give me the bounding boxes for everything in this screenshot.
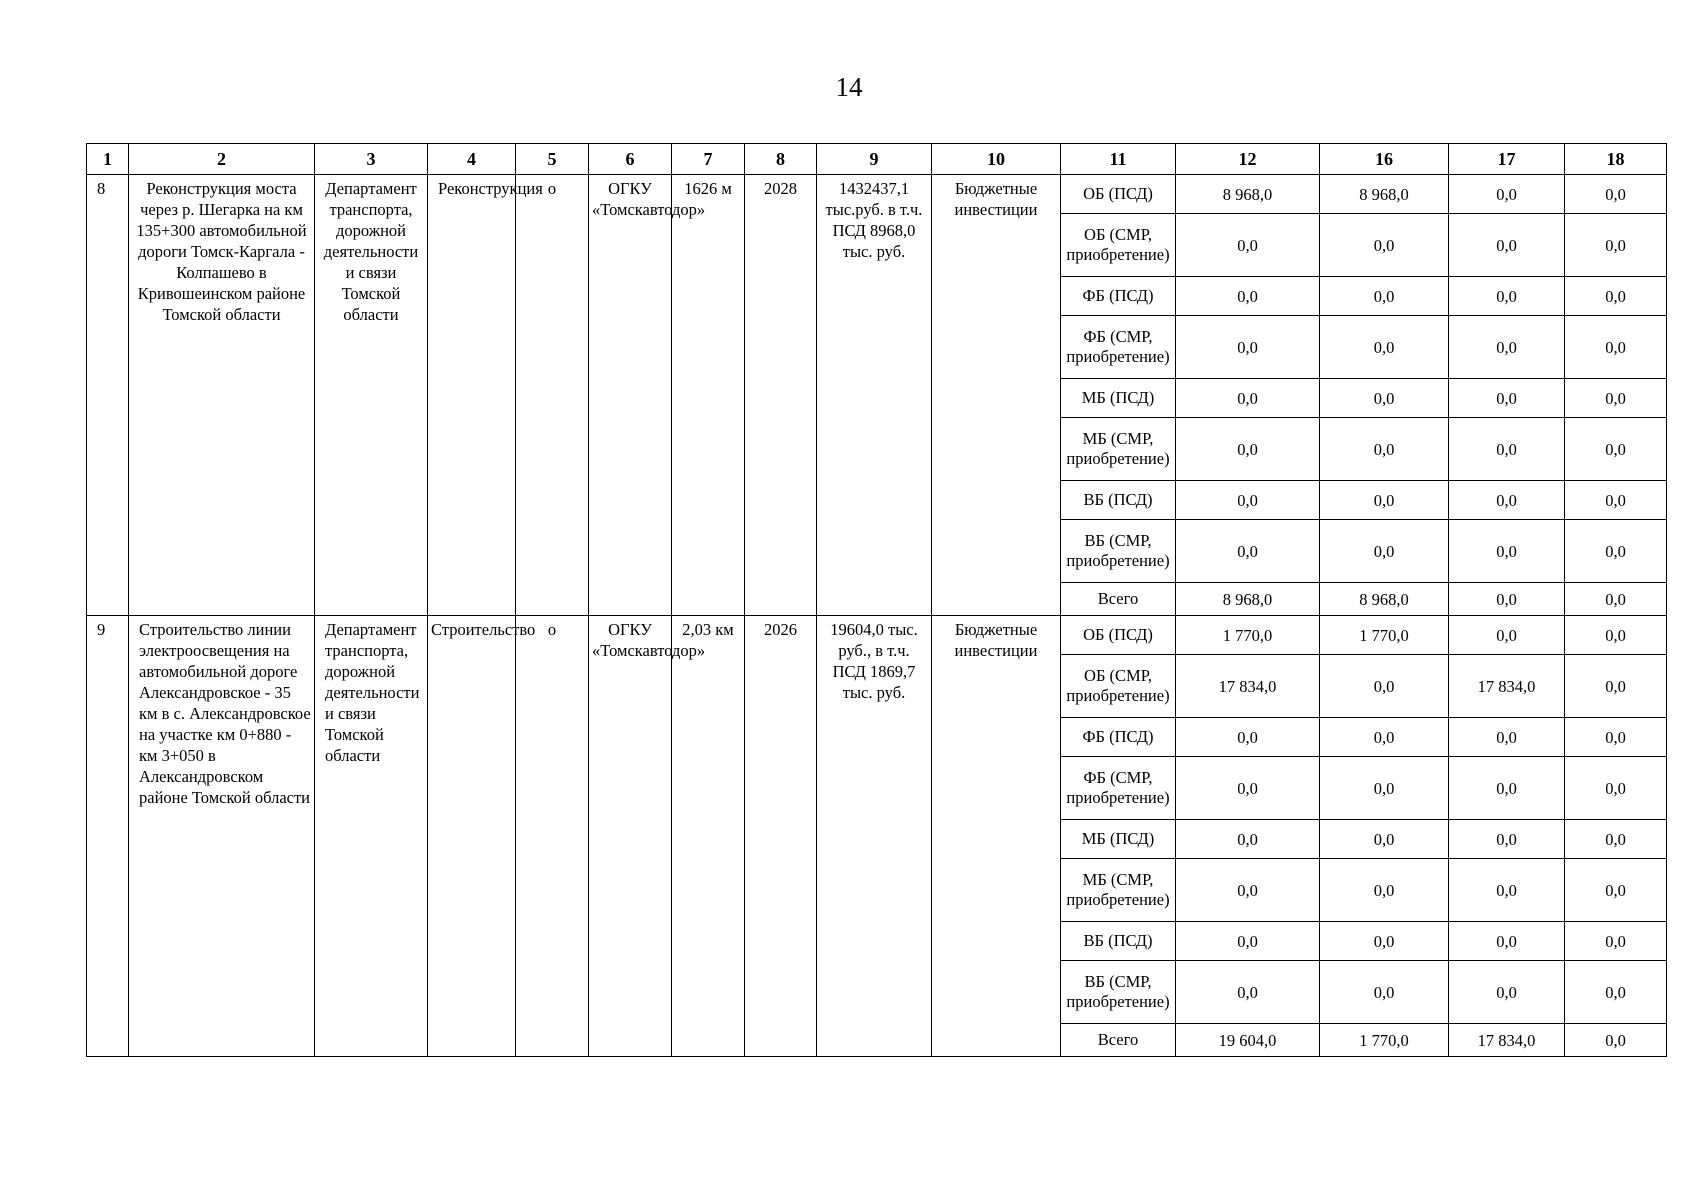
value-col18: 0,0 [1565,175,1667,214]
col-header-4: 4 [428,144,516,175]
value-col18: 0,0 [1565,718,1667,757]
column-number-row [87,144,1667,175]
value-col12: 0,0 [1176,520,1320,583]
value-col12: 0,0 [1176,820,1320,859]
value-col12: 17 834,0 [1176,655,1320,718]
value-col12: 0,0 [1176,277,1320,316]
value-col16: 8 968,0 [1320,583,1449,616]
value-col16: 0,0 [1320,922,1449,961]
value-col18: 0,0 [1565,655,1667,718]
col-header-5: 5 [516,144,589,175]
value-col12: 0,0 [1176,961,1320,1024]
value-col12: 8 968,0 [1176,583,1320,616]
col-header-3: 3 [315,144,428,175]
value-col18: 0,0 [1565,418,1667,481]
project-work-type: Реконструкция [428,175,516,616]
funding-source: ВБ (СМР, приобретение) [1061,520,1176,583]
value-col16: 0,0 [1320,859,1449,922]
value-col16: 0,0 [1320,277,1449,316]
investment-table [86,143,1667,1057]
project-year: 2028 [745,175,817,616]
project-capacity: 1626 м [672,175,745,616]
funding-source: МБ (ПСД) [1061,379,1176,418]
value-col12: 0,0 [1176,316,1320,379]
value-col12: 0,0 [1176,481,1320,520]
value-col12: 0,0 [1176,379,1320,418]
funding-source: МБ (СМР, приобретение) [1061,859,1176,922]
project-year: 2026 [745,616,817,1057]
project-cost: 1432437,1 тыс.руб. в т.ч. ПСД 8968,0 тыс. руб. [817,175,932,616]
funding-source: ВБ (ПСД) [1061,481,1176,520]
value-col16: 0,0 [1320,718,1449,757]
value-col16: 0,0 [1320,379,1449,418]
col-header-2: 2 [129,144,315,175]
value-col18: 0,0 [1565,277,1667,316]
value-col18: 0,0 [1565,922,1667,961]
project-col5: о [516,616,589,1057]
value-col16: 0,0 [1320,418,1449,481]
value-col16: 0,0 [1320,316,1449,379]
funding-source: ОБ (СМР, приобретение) [1061,214,1176,277]
funding-source: ФБ (СМР, приобретение) [1061,316,1176,379]
col-header-12: 12 [1176,144,1320,175]
value-col18: 0,0 [1565,379,1667,418]
funding-source: ФБ (ПСД) [1061,277,1176,316]
value-col17: 0,0 [1449,418,1565,481]
project-customer: ОГКУ «Томскавтодор» [589,616,672,1057]
project-customer: ОГКУ «Томскавтодор» [589,175,672,616]
col-header-10: 10 [932,144,1061,175]
value-col16: 0,0 [1320,214,1449,277]
project-number: 9 [87,616,129,1057]
value-col16: 8 968,0 [1320,175,1449,214]
project-cost: 19604,0 тыс. руб., в т.ч. ПСД 1869,7 тыс. руб. [817,616,932,1057]
col-header-8: 8 [745,144,817,175]
value-col17: 0,0 [1449,214,1565,277]
table-body [87,175,1667,1057]
project-number: 8 [87,175,129,616]
value-col16: 1 770,0 [1320,616,1449,655]
table-row [87,175,1667,214]
col-header-11: 11 [1061,144,1176,175]
funding-source: МБ (СМР, приобретение) [1061,418,1176,481]
value-col18: 0,0 [1565,520,1667,583]
project-work-type: Строительство [428,616,516,1057]
value-col18: 0,0 [1565,316,1667,379]
project-form: Бюджетные инвестиции [932,616,1061,1057]
col-header-1: 1 [87,144,129,175]
value-col17: 17 834,0 [1449,1024,1565,1057]
value-col17: 0,0 [1449,481,1565,520]
value-col18: 0,0 [1565,214,1667,277]
value-col17: 0,0 [1449,379,1565,418]
value-col12: 19 604,0 [1176,1024,1320,1057]
col-header-18: 18 [1565,144,1667,175]
col-header-6: 6 [589,144,672,175]
project-department: Департамент транспорта, дорожной деятельности и связи Томской области [315,616,428,1057]
value-col16: 0,0 [1320,481,1449,520]
value-col16: 0,0 [1320,820,1449,859]
project-col5: о [516,175,589,616]
value-col12: 0,0 [1176,859,1320,922]
value-col17: 0,0 [1449,922,1565,961]
value-col18: 0,0 [1565,1024,1667,1057]
funding-source: ОБ (ПСД) [1061,616,1176,655]
col-header-17: 17 [1449,144,1565,175]
funding-source: Всего [1061,1024,1176,1057]
value-col17: 0,0 [1449,820,1565,859]
value-col17: 17 834,0 [1449,655,1565,718]
value-col17: 0,0 [1449,718,1565,757]
value-col18: 0,0 [1565,961,1667,1024]
value-col18: 0,0 [1565,820,1667,859]
value-col12: 0,0 [1176,214,1320,277]
funding-source: ОБ (СМР, приобретение) [1061,655,1176,718]
project-form: Бюджетные инвестиции [932,175,1061,616]
value-col17: 0,0 [1449,583,1565,616]
col-header-16: 16 [1320,144,1449,175]
col-header-7: 7 [672,144,745,175]
value-col16: 1 770,0 [1320,1024,1449,1057]
funding-source: ОБ (ПСД) [1061,175,1176,214]
value-col17: 0,0 [1449,961,1565,1024]
value-col16: 0,0 [1320,655,1449,718]
value-col17: 0,0 [1449,859,1565,922]
funding-source: ФБ (СМР, приобретение) [1061,757,1176,820]
value-col16: 0,0 [1320,961,1449,1024]
value-col18: 0,0 [1565,757,1667,820]
value-col18: 0,0 [1565,616,1667,655]
value-col18: 0,0 [1565,481,1667,520]
project-department: Департамент транспорта, дорожной деятельности и связи Томской области [315,175,428,616]
value-col18: 0,0 [1565,583,1667,616]
project-name: Строительство линии электроосвещения на автомобильной дороге Александровское - 35 км в с. Александровское на участке км 0+880 - км 3+050 в Александровском районе Томской области [129,616,315,1057]
value-col18: 0,0 [1565,859,1667,922]
project-capacity: 2,03 км [672,616,745,1057]
funding-source: ВБ (СМР, приобретение) [1061,961,1176,1024]
page-number: 14 [835,72,863,102]
value-col12: 0,0 [1176,718,1320,757]
value-col12: 0,0 [1176,418,1320,481]
value-col12: 1 770,0 [1176,616,1320,655]
funding-source: Всего [1061,583,1176,616]
funding-source: ФБ (ПСД) [1061,718,1176,757]
value-col16: 0,0 [1320,757,1449,820]
value-col17: 0,0 [1449,316,1565,379]
value-col12: 0,0 [1176,757,1320,820]
funding-source: ВБ (ПСД) [1061,922,1176,961]
value-col12: 8 968,0 [1176,175,1320,214]
value-col12: 0,0 [1176,922,1320,961]
col-header-9: 9 [817,144,932,175]
value-col17: 0,0 [1449,277,1565,316]
funding-source: МБ (ПСД) [1061,820,1176,859]
value-col17: 0,0 [1449,520,1565,583]
value-col17: 0,0 [1449,757,1565,820]
table-row [87,616,1667,655]
value-col17: 0,0 [1449,175,1565,214]
value-col17: 0,0 [1449,616,1565,655]
value-col16: 0,0 [1320,520,1449,583]
project-name: Реконструкция моста через р. Шегарка на км 135+300 автомобильной дороги Томск-Каргала - Колпашево в Кривошеинском районе Томской области [129,175,315,616]
